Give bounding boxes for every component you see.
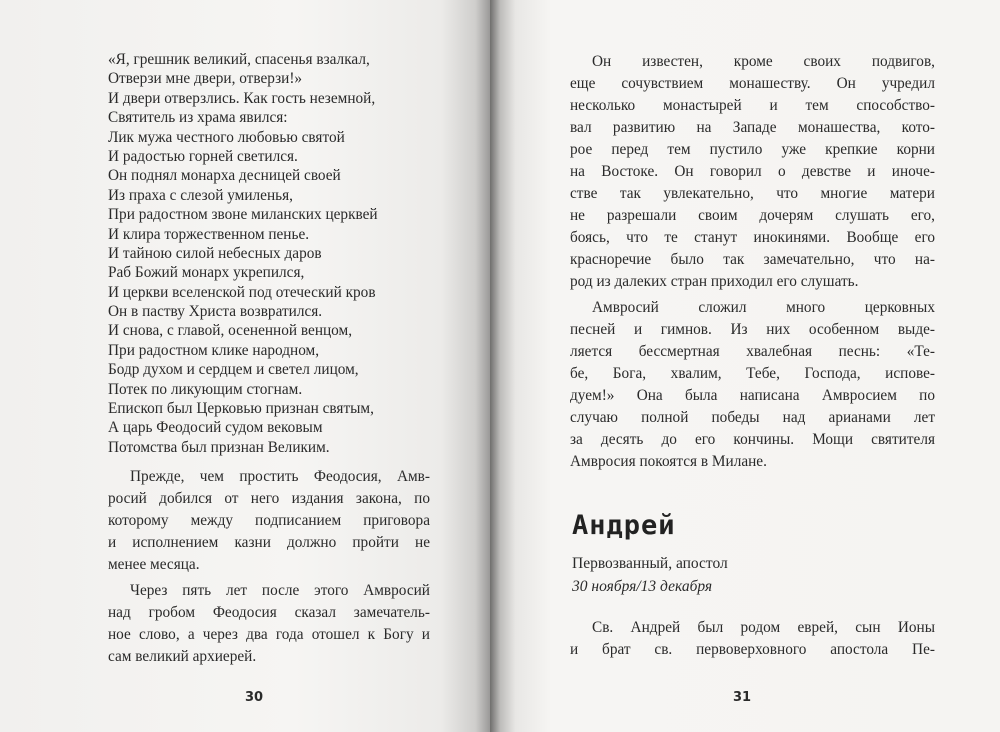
text-line: несколько монастырей и тем способство- (570, 97, 935, 114)
text-line: «Я, грешник великий, спасенья взалкал, (108, 51, 370, 68)
text-line: Прежде, чем простить Феодосия, Амв- (130, 468, 430, 485)
text-line: Потомства был признан Великим. (108, 438, 330, 456)
text-line: песней и гимнов. Из них особенном выде- (570, 321, 935, 338)
paragraph (570, 297, 935, 473)
text-line: ляется бессмертная хвалебная песнь: «Те- (570, 343, 935, 360)
text-line: Он в паству Христа возвратился. (108, 303, 323, 321)
text-line: Амвросия покоятся в Милане. (570, 453, 767, 470)
left-page (0, 0, 490, 732)
right-prose (570, 51, 935, 473)
text-line: Отверзи мне двери, отверзи!» (108, 70, 303, 88)
text-line: И клира торжественном пенье. (108, 225, 310, 243)
section-dates: 30 ноября/13 декабря (572, 578, 713, 595)
text-line: Святитель из храма явился: (108, 109, 288, 127)
text-line: над гробом Феодосия сказал замечатель- (108, 604, 430, 621)
text-line: И двери отверзлись. Как гость неземной, (108, 89, 376, 107)
text-line: случаю полной победы над арианами лет (570, 409, 935, 426)
text-line: И тайною силой небесных даров (108, 244, 322, 262)
text-line: Лик мужа честного любовью святой (108, 128, 345, 146)
text-line: род из далеких стран приходил его слушать. (570, 273, 859, 290)
text-line: Св. Андрей был родом еврей, сын Ионы (592, 619, 935, 636)
paragraph (108, 466, 430, 576)
text-line: Из праха с слезой умиленья, (108, 186, 293, 204)
text-line: за десять до его кончины. Мощи святителя (570, 431, 935, 448)
page-number-right: 31 (733, 690, 752, 705)
poem (108, 50, 378, 457)
text-line: сам великий архиерей. (108, 648, 257, 665)
text-line: красноречие было так замечательно, что на- (570, 251, 935, 268)
text-line: боясь, что те станут инокинями. Вообще его (570, 229, 935, 246)
text-line: Амвросий сложил много церковных (592, 299, 935, 316)
text-line: И радостью горней светился. (108, 147, 298, 165)
text-line: менее месяца. (108, 556, 200, 573)
text-line: Через пять лет после этого Амвросий (130, 582, 430, 599)
page-number-left: 30 (245, 690, 264, 705)
text-line: и брат св. первоверховного апостола Пе- (570, 641, 935, 658)
paragraph (108, 580, 430, 668)
text-line: рое перед тем пустило уже крепкие корни (570, 141, 935, 158)
text-line: При радостном звоне миланских церквей (108, 206, 378, 224)
text-line: При радостном клике народном, (108, 341, 320, 359)
paragraph (570, 51, 935, 293)
text-line: росий добился от него издания закона, по (108, 490, 430, 507)
text-line: Епископ был Церковью признан святым, (108, 400, 374, 418)
text-line: ное слово, а через два года отошел к Богу и (108, 626, 430, 643)
section-heading: Андрей (572, 510, 676, 541)
text-line: И церкви вселенской под отеческий кров (108, 283, 376, 301)
text-line: дуем!» Она была написана Амвросием по (570, 387, 935, 404)
text-line: и исполнением казни должно пройти не (108, 534, 430, 551)
text-line: Раб Божий монарх укрепился, (108, 264, 305, 282)
text-line: стве так увлекательно, что многие матери (570, 185, 935, 202)
text-line: А царь Феодосий судом вековым (108, 419, 323, 437)
text-line: И снова, с главой, осененной венцом, (108, 322, 353, 340)
text-line: еще сочувствием монашеству. Он учредил (570, 75, 935, 92)
text-line: Он известен, кроме своих подвигов, (592, 53, 935, 70)
text-line: вал развитию на Западе монашества, кото- (570, 119, 935, 136)
section-prose (570, 617, 935, 661)
text-line: Потек по ликующим стогнам. (108, 380, 303, 398)
text-line: на Востоке. Он говорил о девстве и иноче- (570, 163, 935, 180)
text-line: бе, Бога, хвалим, Тебе, Господа, испове- (570, 365, 935, 382)
section-subtitle: Первозванный, апостол (572, 555, 728, 572)
paragraph (570, 617, 935, 661)
text-line: Он поднял монарха десницей своей (108, 167, 341, 185)
text-line: не разрешали своим дочерям слушать его, (570, 207, 935, 224)
left-prose (108, 466, 430, 668)
text-line: которому между подписанием приговора (108, 512, 430, 529)
text-line: Бодр духом и сердцем и светел лицом, (108, 361, 359, 379)
